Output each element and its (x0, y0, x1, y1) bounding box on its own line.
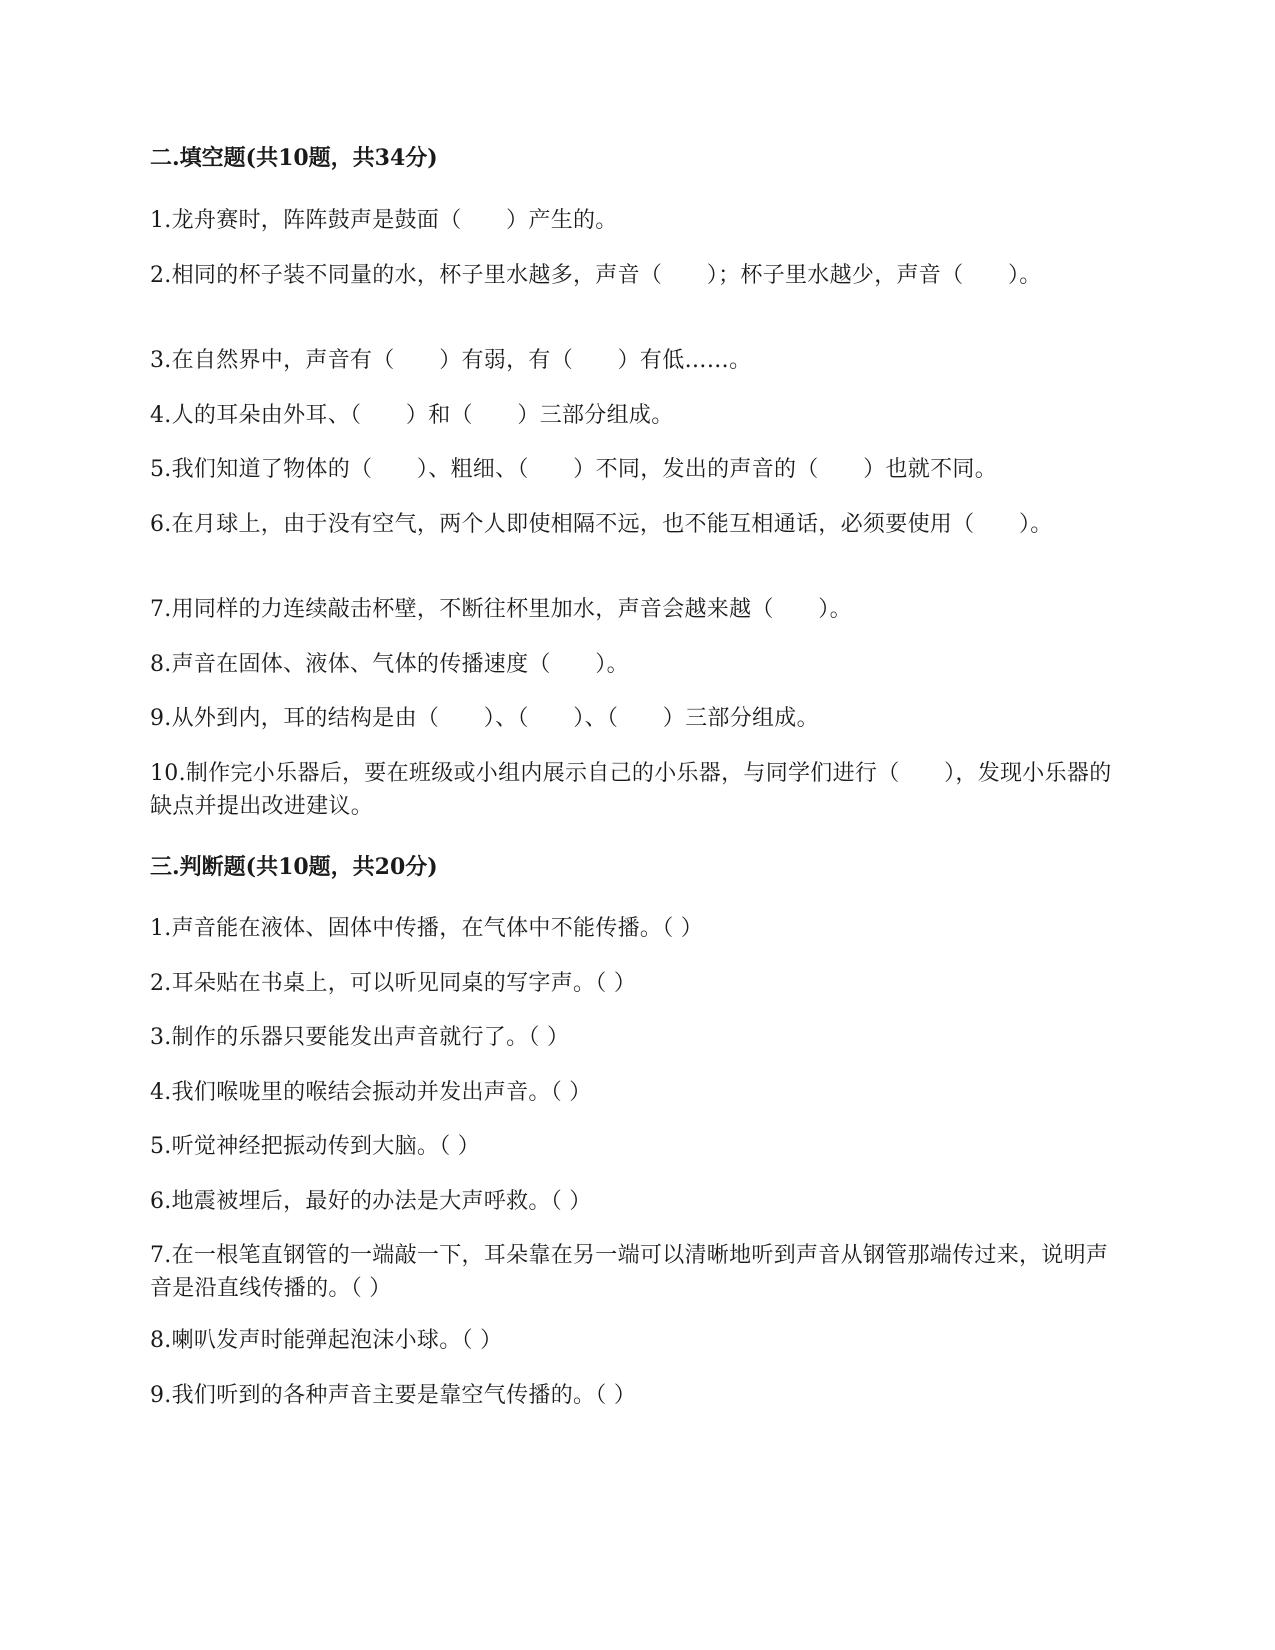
true-false-question-1: 1.声音能在液体、固体中传播，在气体中不能传播。（ ） (150, 916, 704, 941)
true-false-question-7: 7.在一根笔直钢管的一端敲一下，耳朵靠在另一端可以清晰地听到声音从钢管那端传过来，说明声音是沿直线传播的。（ ） (150, 1243, 1109, 1301)
fill-blank-question-1: 1.龙舟赛时，阵阵鼓声是鼓面（ ）产生的。 (150, 208, 618, 233)
fill-blank-question-5: 5.我们知道了物体的（ ）、粗细、（ ）不同，发出的声音的（ ）也就不同。 (150, 457, 997, 482)
true-false-question-4: 4.我们喉咙里的喉结会振动并发出声音。（ ） (150, 1080, 592, 1105)
fill-blank-question-2: 2.相同的杯子装不同量的水，杯子里水越多，声音（ ）；杯子里水越少，声音（ ）。 (150, 263, 1042, 288)
fill-blank-question-7: 7.用同样的力连续敲击杯壁，不断往杯里加水，声音会越来越（ ）。 (150, 597, 852, 622)
true-false-question-3: 3.制作的乐器只要能发出声音就行了。（ ） (150, 1025, 570, 1050)
true-false-question-9: 9.我们听到的各种声音主要是靠空气传播的。（ ） (150, 1383, 637, 1408)
true-false-question-5: 5.听觉神经把振动传到大脑。（ ） (150, 1134, 481, 1159)
fill-blank-question-8: 8.声音在固体、液体、气体的传播速度（ ）。 (150, 652, 629, 677)
true-false-question-6: 6.地震被埋后，最好的办法是大声呼救。（ ） (150, 1189, 592, 1214)
true-false-question-8: 8.喇叭发声时能弹起泡沫小球。（ ） (150, 1328, 503, 1353)
fill-blank-question-10: 10.制作完小乐器后，要在班级或小组内展示自己的小乐器，与同学们进行（ ），发现小乐器的缺点并提出改进建议。 (150, 761, 1112, 819)
section-title-fill-blank: 二.填空题(共10题，共34分) (150, 145, 438, 171)
fill-blank-question-6: 6.在月球上，由于没有空气，两个人即使相隔不远，也不能互相通话，必须要使用（ ）。 (150, 512, 1053, 537)
fill-blank-question-9: 9.从外到内，耳的结构是由（ ）、（ ）、（ ）三部分组成。 (150, 706, 819, 731)
fill-blank-question-4: 4.人的耳朵由外耳、（ ）和（ ）三部分组成。 (150, 403, 674, 428)
fill-blank-question-3: 3.在自然界中，声音有（ ）有弱，有（ ）有低……。 (150, 348, 752, 373)
section-title-true-false: 三.判断题(共10题，共20分) (150, 854, 438, 880)
true-false-question-2: 2.耳朵贴在书桌上，可以听见同桌的写字声。（ ） (150, 971, 637, 996)
